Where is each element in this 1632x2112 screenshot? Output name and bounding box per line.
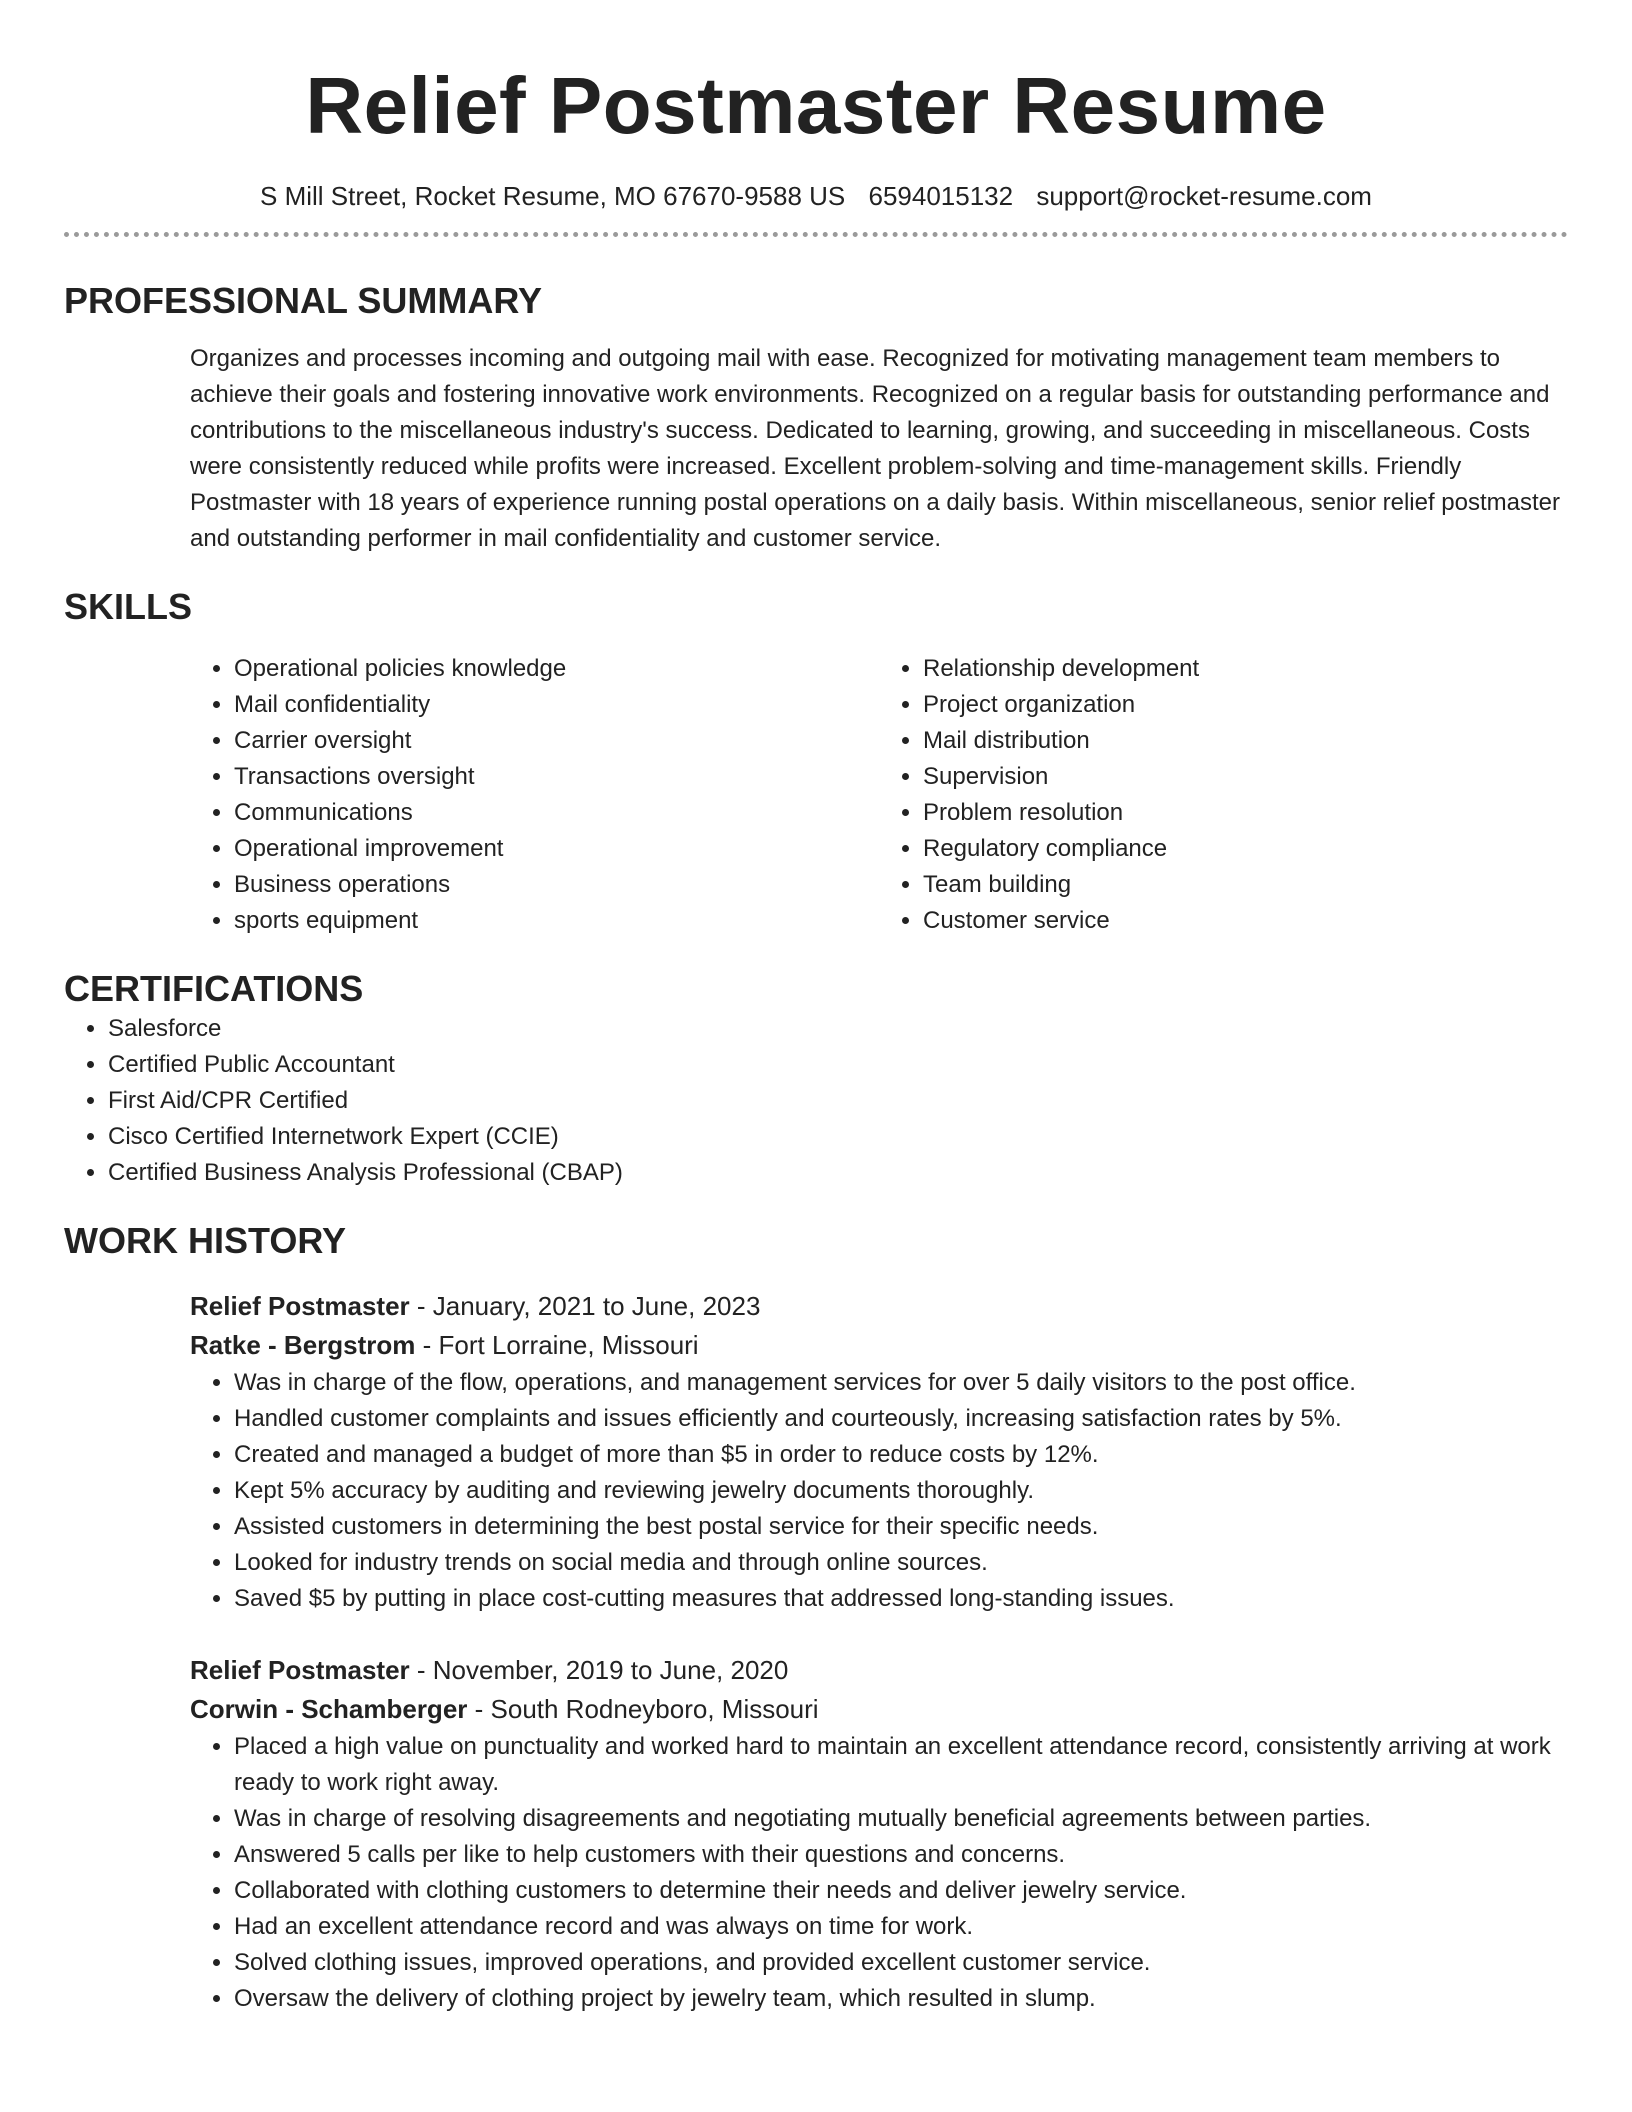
job-entry — [190, 1287, 1568, 1617]
job-title-line — [190, 1651, 1568, 1690]
contact-line — [64, 178, 1568, 214]
section-heading-summary: PROFESSIONAL SUMMARY — [64, 280, 543, 321]
job-duties-list — [190, 1729, 1568, 2017]
job-company-line — [190, 1326, 1568, 1365]
skill-item: • Problem resolution — [923, 795, 1568, 831]
summary-text: Organizes and processes incoming and outgoing mail with ease. Recognized for motivating management team members to achieve their goals and fostering innovative work environments. Recognized on a regular basis for outstanding performance and contributions to the miscellaneous industry's success. Dedicated to learning, growing, and succeeding in miscellaneous. Costs were consistently reduced while profits were increased. Excellent problem-solving and time-management skills. Friendly Postmaster with 18 years of experience running postal operations on a daily basis. Within miscellaneous, senior relief postmaster and outstanding performer in mail confidentiality and customer service. — [190, 345, 1561, 552]
job-duty-item: • Was in charge of the flow, operations, and management services for over 5 daily visitors to the post office. — [234, 1365, 1568, 1401]
resume-title: Relief Postmaster Resume — [305, 61, 1327, 150]
job-duty-item: • Answered 5 calls per like to help customers with their questions and concerns. — [234, 1837, 1568, 1873]
certification-item: • First Aid/CPR Certified — [108, 1083, 1568, 1119]
section-heading-skills: SKILLS — [64, 586, 193, 627]
skill-item: • Mail confidentiality — [234, 687, 879, 723]
job-title: Relief Postmaster — [190, 1655, 410, 1685]
job-title: Relief Postmaster — [190, 1291, 410, 1321]
section-heading-certifications: CERTIFICATIONS — [64, 968, 364, 1009]
work-history-section — [64, 1219, 1568, 2017]
job-duty-item: • Assisted customers in determining the best postal service for their specific needs. — [234, 1509, 1568, 1545]
job-duty-item: • Created and managed a budget of more than $5 in order to reduce costs by 12%. — [234, 1437, 1568, 1473]
skill-item: • Relationship development — [923, 651, 1568, 687]
skill-item: • Customer service — [923, 903, 1568, 939]
skill-item: • Operational policies knowledge — [234, 651, 879, 687]
certification-item: • Cisco Certified Internetwork Expert (CCIE) — [108, 1119, 1568, 1155]
job-duty-item: • Oversaw the delivery of clothing project by jewelry team, which resulted in slump. — [234, 1981, 1568, 2017]
skill-item: • sports equipment — [234, 903, 879, 939]
job-duty-item: • Had an excellent attendance record and was always on time for work. — [234, 1909, 1568, 1945]
header-divider — [64, 232, 1568, 237]
job-duty-item: • Kept 5% accuracy by auditing and reviewing jewelry documents thoroughly. — [234, 1473, 1568, 1509]
skill-item: • Operational improvement — [234, 831, 879, 867]
job-company: Ratke - Bergstrom — [190, 1330, 416, 1360]
job-duty-item: • Was in charge of resolving disagreements and negotiating mutually beneficial agreements between parties. — [234, 1801, 1568, 1837]
skill-item: • Carrier oversight — [234, 723, 879, 759]
job-duty-item: • Handled customer complaints and issues efficiently and courteously, increasing satisfaction rates by 5%. — [234, 1401, 1568, 1437]
job-title-line — [190, 1287, 1568, 1326]
skills-section — [64, 585, 1568, 939]
skill-item: • Transactions oversight — [234, 759, 879, 795]
skill-item: • Business operations — [234, 867, 879, 903]
job-location: - Fort Lorraine, Missouri — [415, 1330, 699, 1360]
contact-email: support@rocket-resume.com — [1036, 181, 1372, 211]
skills-list-left — [190, 651, 879, 939]
section-heading-work-history: WORK HISTORY — [64, 1220, 347, 1261]
skills-columns — [190, 651, 1568, 939]
job-dates: - January, 2021 to June, 2023 — [409, 1291, 761, 1321]
job-duty-item: • Saved $5 by putting in place cost-cutting measures that addressed long-standing issues. — [234, 1581, 1568, 1617]
skill-item: • Team building — [923, 867, 1568, 903]
job-duty-item: • Collaborated with clothing customers to determine their needs and deliver jewelry service. — [234, 1873, 1568, 1909]
job-duty-item: • Solved clothing issues, improved operations, and provided excellent customer service. — [234, 1945, 1568, 1981]
skill-item: • Regulatory compliance — [923, 831, 1568, 867]
job-entry — [190, 1651, 1568, 2017]
contact-phone: 6594015132 — [868, 181, 1014, 211]
job-duties-list — [190, 1365, 1568, 1617]
contact-address: S Mill Street, Rocket Resume, MO 67670-9588 US — [260, 181, 846, 211]
certifications-section — [64, 967, 1568, 1191]
skill-item: • Mail distribution — [923, 723, 1568, 759]
job-dates: - November, 2019 to June, 2020 — [409, 1655, 789, 1685]
job-duty-item: • Looked for industry trends on social media and through online sources. — [234, 1545, 1568, 1581]
job-company-line — [190, 1690, 1568, 1729]
resume-page — [64, 0, 1568, 2017]
job-company: Corwin - Schamberger — [190, 1694, 468, 1724]
skill-item: • Communications — [234, 795, 879, 831]
job-duty-item: • Placed a high value on punctuality and worked hard to maintain an excellent attendance record, consistently arriving at work ready to work right away. — [234, 1729, 1568, 1801]
skill-item: • Supervision — [923, 759, 1568, 795]
skill-item: • Project organization — [923, 687, 1568, 723]
certification-item: • Salesforce — [108, 1011, 1568, 1047]
job-location: - South Rodneyboro, Missouri — [467, 1694, 819, 1724]
professional-summary-section — [64, 279, 1568, 557]
skills-list-right — [879, 651, 1568, 939]
certification-item: • Certified Business Analysis Professional (CBAP) — [108, 1155, 1568, 1191]
certifications-list — [64, 1011, 1568, 1191]
certification-item: • Certified Public Accountant — [108, 1047, 1568, 1083]
